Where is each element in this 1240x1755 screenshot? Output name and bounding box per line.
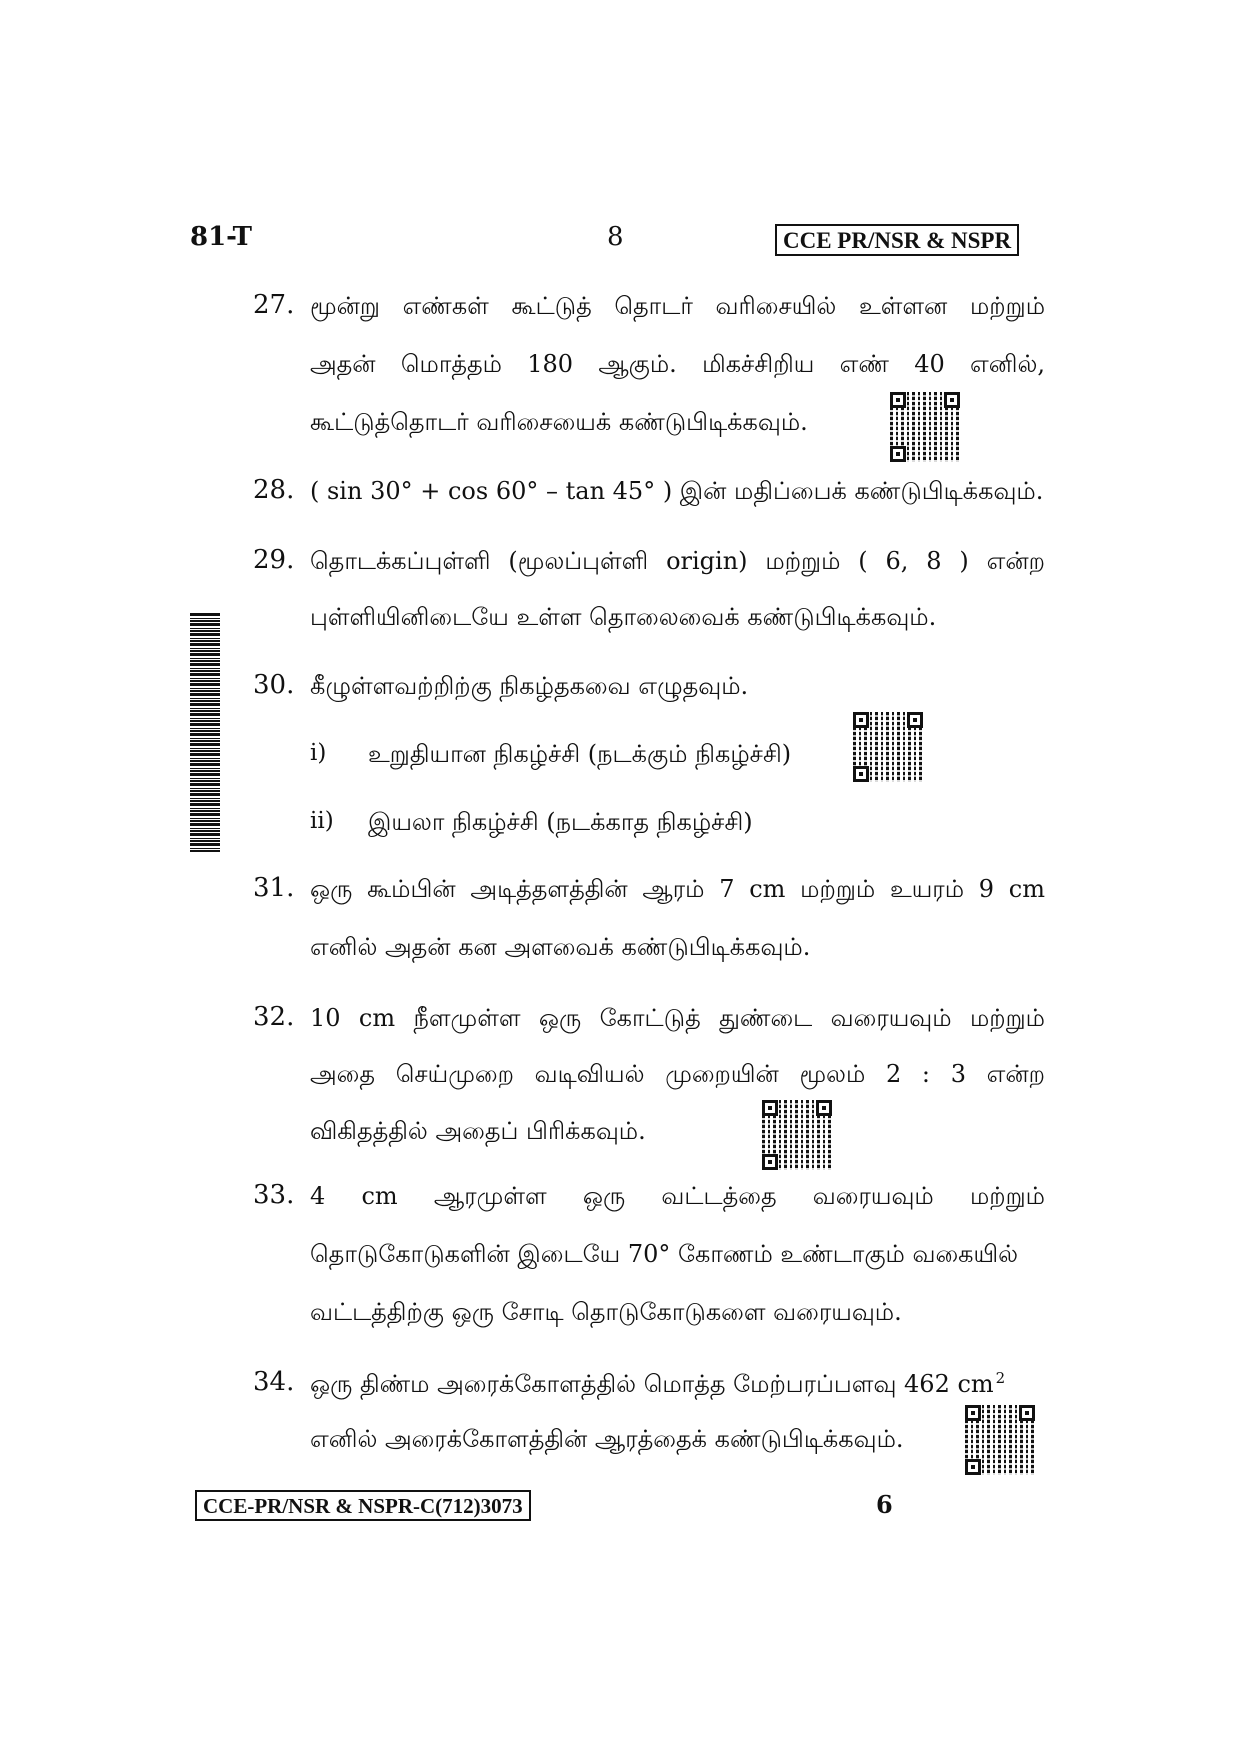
question-29-line-2: புள்ளியினிடையே உள்ள தொலைவைக் கண்டுபிடிக்கவும்.	[310, 603, 937, 631]
option-text-i: உறுதியான நிகழ்ச்சி (நடக்கும் நிகழ்ச்சி)	[368, 740, 792, 768]
question-27-line-3: கூட்டுத்தொடர் வரிசையைக் கண்டுபிடிக்கவும்.	[310, 408, 808, 436]
superscript-2: 2	[995, 1369, 1006, 1387]
question-34-line-2: எனில் அரைக்கோளத்தின் ஆரத்தைக் கண்டுபிடிக்கவும்.	[310, 1425, 904, 1453]
question-34-line-1-text: ஒரு திண்ம அரைக்கோளத்தில் மொத்த மேற்பரப்பளவு 462 cm	[310, 1370, 994, 1398]
question-34-line-1	[310, 1369, 1005, 1401]
question-33-line-3: வட்டத்திற்கு ஒரு சோடி தொடுகோடுகளை வரையவும்.	[310, 1298, 902, 1326]
question-28-line-1: ( sin 30° + cos 60° – tan 45° ) இன் மதிப்பைக் கண்டுபிடிக்கவும்.	[310, 477, 1044, 505]
question-number-27: 27.	[253, 290, 295, 320]
question-number-33: 33.	[253, 1180, 295, 1210]
series-label: CCE PR/NSR & NSPR	[775, 224, 1019, 256]
question-33-line-1: 4 cm ஆரமுள்ள ஒரு வட்டத்தை வரையவும் மற்றும்	[310, 1182, 1045, 1210]
option-label-ii: ii)	[310, 808, 334, 834]
qr-code-icon	[965, 1405, 1035, 1475]
question-31-line-2: எனில் அதன் கன அளவைக் கண்டுபிடிக்கவும்.	[310, 933, 811, 961]
question-27-line-2: அதன் மொத்தம் 180 ஆகும். மிகச்சிறிய எண் 40 எனில்,	[310, 350, 1045, 378]
qr-code-icon	[890, 392, 960, 462]
question-number-29: 29.	[253, 545, 295, 575]
option-label-i: i)	[310, 740, 327, 766]
question-33-line-2: தொடுகோடுகளின் இடையே 70° கோணம் உண்டாகும் வகையில்	[310, 1240, 1019, 1268]
sheet-number: 6	[876, 1490, 893, 1519]
barcode-icon	[190, 612, 220, 852]
question-32-line-2: அதை செய்முறை வடிவியல் முறையின் மூலம் 2 : 3 என்ற	[310, 1060, 1045, 1088]
question-30-line-1: கீழுள்ளவற்றிற்கு நிகழ்தகவை எழுதவும்.	[310, 672, 749, 700]
question-32-line-1: 10 cm நீளமுள்ள ஒரு கோட்டுத் துண்டை வரையவும் மற்றும்	[310, 1004, 1045, 1032]
qr-code-icon	[762, 1100, 832, 1170]
question-number-32: 32.	[253, 1002, 295, 1032]
question-number-34: 34.	[253, 1367, 295, 1397]
footer-code-label: CCE-PR/NSR & NSPR-C(712)3073	[195, 1490, 531, 1521]
question-number-28: 28.	[253, 475, 295, 505]
paper-code: 81-T	[190, 222, 253, 252]
qr-code-icon	[853, 712, 923, 782]
option-text-ii: இயலா நிகழ்ச்சி (நடக்காத நிகழ்ச்சி)	[368, 808, 753, 836]
question-number-31: 31.	[253, 873, 295, 903]
question-29-line-1: தொடக்கப்புள்ளி (மூலப்புள்ளி origin) மற்றும் ( 6, 8 ) என்ற	[310, 547, 1045, 575]
page-number: 8	[607, 222, 624, 252]
question-31-line-1: ஒரு கூம்பின் அடித்தளத்தின் ஆரம் 7 cm மற்றும் உயரம் 9 cm	[310, 875, 1045, 903]
question-32-line-3: விகிதத்தில் அதைப் பிரிக்கவும்.	[310, 1117, 646, 1145]
question-27-line-1: மூன்று எண்கள் கூட்டுத் தொடர் வரிசையில் உள்ளன மற்றும்	[310, 292, 1045, 320]
question-number-30: 30.	[253, 670, 295, 700]
